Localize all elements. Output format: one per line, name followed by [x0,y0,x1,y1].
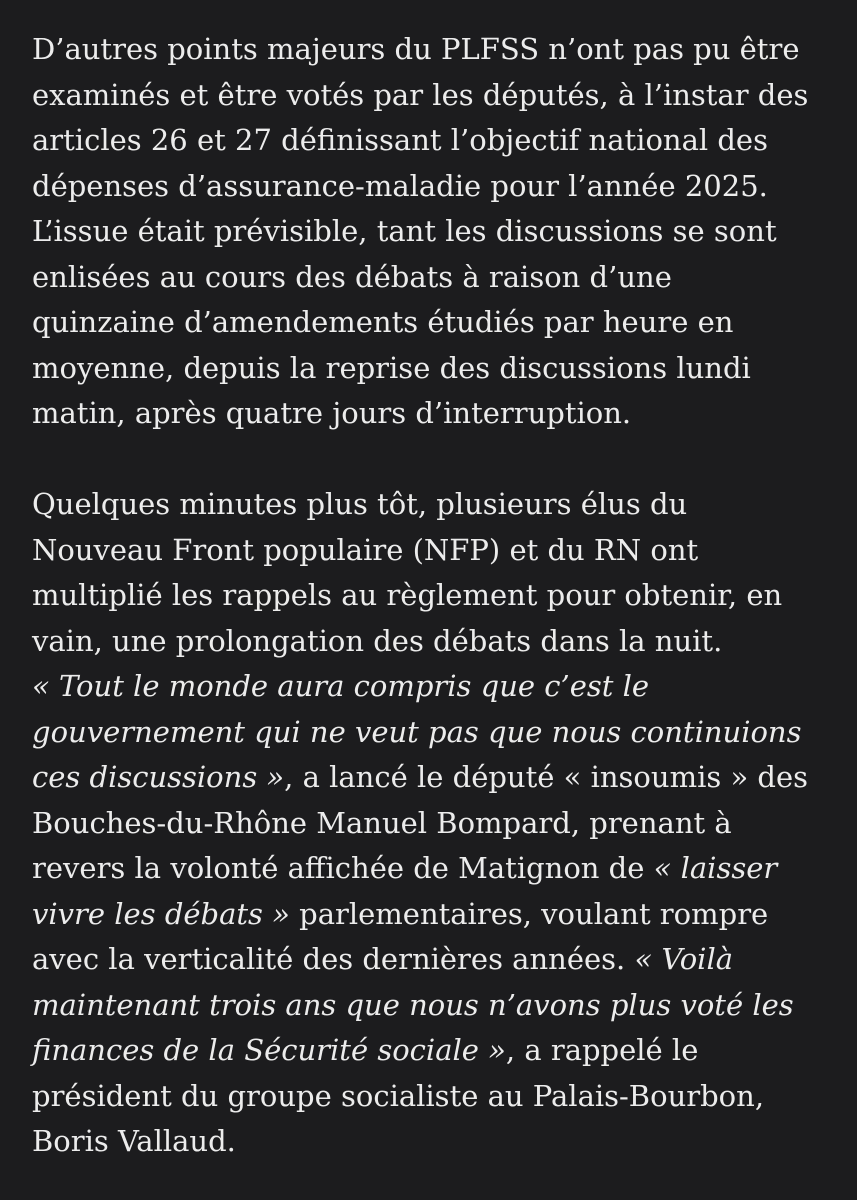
quote-text: maintenant trois ans que nous n’avons plus voté les [32,987,794,1022]
body-text: matin, après quatre jours d’interruption. [32,396,632,430]
text-line [32,1074,832,1120]
body-text: Boris Vallaud. [32,1124,236,1158]
text-line [32,846,832,892]
text-line [32,664,832,710]
body-text: , a rappelé le [505,1033,699,1067]
text-line [32,619,832,665]
text-line [32,937,832,983]
body-text: D’autres points majeurs du PLFSS n’ont pas pu être [32,32,800,66]
text-line [32,27,832,73]
text-line [32,755,832,801]
quote-text: « Voilà [634,942,734,976]
text-line [32,528,832,574]
body-text: examinés et être votés par les députés, à l’instar des [32,77,809,112]
text-line [32,209,832,255]
text-line [32,300,832,346]
body-text: vain, une prolongation des débats dans la nuit. [32,623,723,658]
body-text: articles 26 et 27 définissant l’objectif national des [32,123,768,157]
text-line [32,164,832,210]
text-line [32,573,832,619]
text-line [32,482,832,528]
article-paragraph [32,27,832,437]
body-text: enlisées au cours des débats à raison d’une [32,259,672,294]
quote-text: finances de la Sécurité sociale » [32,1033,506,1067]
text-line [32,255,832,301]
quote-text: gouvernement qui ne veut pas que nous continuions [32,714,802,749]
body-text: revers la volonté affichée de Matignon de [32,851,654,885]
body-text: multiplié les rappels au règlement pour obtenir, en [32,578,783,612]
text-line [32,346,832,392]
body-text: Bouches-du-Rhône Manuel Bompard, prenant à [32,805,732,840]
text-line [32,983,832,1029]
text-line [32,892,832,938]
body-text: parlementaires, voulant rompre [289,896,769,931]
text-line [32,118,832,164]
text-line [32,73,832,119]
body-text: avec la verticalité des dernières années. [32,942,635,976]
quote-text: « Tout le monde aura compris que c’est le [32,669,650,703]
body-text: Nouveau Front populaire (NFP) et du RN ont [32,532,699,567]
text-line [32,1028,832,1074]
body-text: dépenses d’assurance-maladie pour l’année 2025. [32,168,768,203]
quote-text: « laisser [653,851,778,885]
quote-text: vivre les débats » [32,896,290,931]
article-body [32,27,832,1165]
body-text: L’issue était prévisible, tant les discussions se sont [32,214,777,248]
quote-text: ces discussions » [32,760,285,794]
text-line [32,391,832,437]
body-text: , a lancé le député « insoumis » des [284,760,809,794]
body-text: président du groupe socialiste au Palais-Bourbon, [32,1078,765,1113]
body-text: quinzaine d’amendements étudiés par heure en [32,305,734,339]
body-text: Quelques minutes plus tôt, plusieurs élus du [32,487,688,521]
text-line [32,710,832,756]
text-line [32,1119,832,1165]
article-paragraph [32,482,832,1165]
body-text: moyenne, depuis la reprise des discussions lundi [32,350,751,385]
text-line [32,801,832,847]
